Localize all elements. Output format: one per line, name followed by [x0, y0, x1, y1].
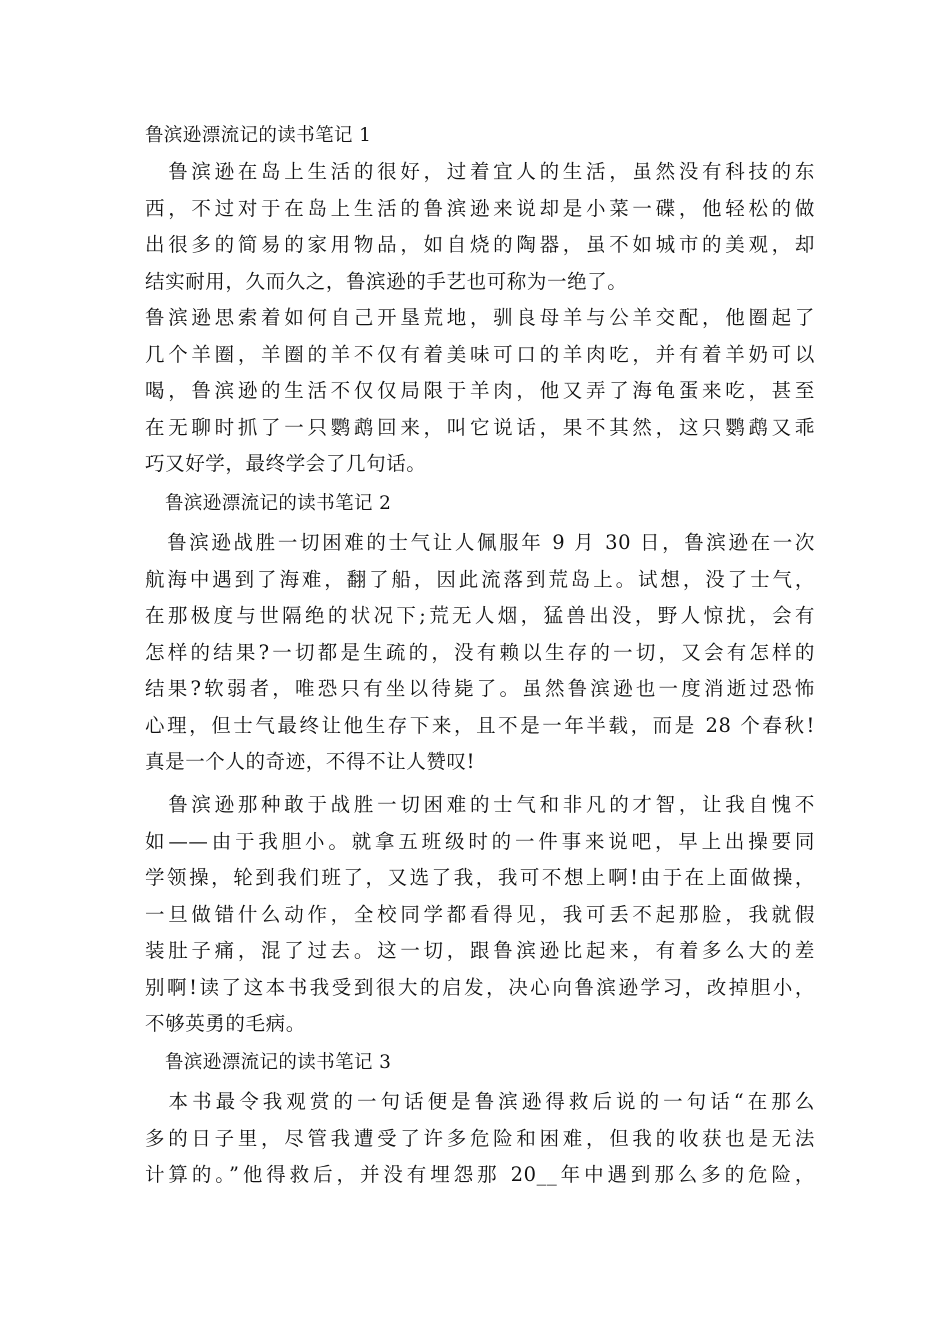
text-line: 学领操，轮到我们班了，又选了我，我可不想上啊!由于在上面做操， [145, 866, 815, 889]
section-2-paragraph-1 [145, 525, 815, 781]
text-line: 真是一个人的奇迹，不得不让人赞叹! [145, 750, 476, 773]
text-line: 计算的。”他得救后，并没有埋怨那 20__年中遇到那么多的危险， [145, 1163, 815, 1186]
text-line: 不够英勇的毛病。 [145, 1012, 306, 1035]
text-line: 鲁滨逊战胜一切困难的士气让人佩服年 9 月 30 日，鲁滨逊在一次 [145, 531, 815, 554]
text-line: 航海中遇到了海难，翻了船，因此流落到荒岛上。试想，没了士气， [145, 567, 815, 591]
text-line: 在无聊时抓了一只鹦鹉回来，叫它说话，果不其然，这只鹦鹉又乖 [145, 415, 815, 439]
text-line: 鲁滨逊那种敢于战胜一切困难的士气和非凡的才智，让我自愧不 [145, 793, 815, 816]
section-3-heading: 鲁滨逊漂流记的读书笔记 3 [165, 1052, 392, 1073]
section-1-paragraph-1 [145, 154, 815, 300]
text-line: 别啊!读了这本书我受到很大的启发，决心向鲁滨逊学习，改掉胆小， [145, 975, 815, 999]
section-1-heading: 鲁滨逊漂流记的读书笔记 1 [145, 125, 372, 146]
text-line: 结实耐用，久而久之，鲁滨逊的手艺也可称为一绝了。 [145, 269, 628, 293]
text-line: 西，不过对于在岛上生活的鲁滨逊来说却是小菜一碟，他轻松的做 [145, 196, 815, 220]
text-line: 出很多的简易的家用物品，如自烧的陶器，虽不如城市的美观，却 [145, 233, 815, 256]
text-line: 怎样的结果?一切都是生疏的，没有赖以生存的一切，又会有怎样的 [145, 640, 815, 664]
text-line: 多的日子里，尽管我遭受了许多危险和困难，但我的收获也是无法 [145, 1126, 815, 1150]
section-2-heading: 鲁滨逊漂流记的读书笔记 2 [165, 493, 392, 514]
text-line: 在那极度与世隔绝的状况下;荒无人烟，猛兽出没，野人惊扰，会有 [145, 604, 815, 627]
text-line: 装肚子痛，混了过去。这一切，跟鲁滨逊比起来，有着多么大的差 [145, 939, 815, 962]
text-line: 结果?软弱者，唯恐只有坐以待毙了。虽然鲁滨逊也一度消逝过恐怖 [145, 677, 815, 700]
text-line: 一旦做错什么动作，全校同学都看得见，我可丢不起那脸，我就假 [145, 902, 815, 926]
text-line: 心理，但士气最终让他生存下来，且不是一年半载，而是 28 个春秋! [145, 713, 815, 737]
section-3-paragraph-1 [145, 1084, 815, 1194]
section-2-paragraph-2 [145, 787, 815, 1043]
text-line: 巧又好学，最终学会了几句话。 [145, 452, 427, 475]
text-line: 几个羊圈，羊圈的羊不仅有着美味可口的羊肉吃，并有着羊奶可以 [145, 342, 815, 366]
section-1-paragraph-2 [145, 300, 815, 483]
text-line: 喝，鲁滨逊的生活不仅仅局限于羊肉，他又弄了海龟蛋来吃，甚至 [145, 379, 815, 402]
text-line: 鲁滨逊在岛上生活的很好，过着宜人的生活，虽然没有科技的东 [145, 160, 815, 183]
text-line: 如——由于我胆小。就拿五班级时的一件事来说吧，早上出操要同 [145, 829, 815, 853]
text-line: 鲁滨逊思索着如何自己开垦荒地，驯良母羊与公羊交配，他圈起了 [145, 306, 815, 329]
text-line: 本书最令我观赏的一句话便是鲁滨逊得救后说的一句话“在那么 [145, 1090, 815, 1113]
